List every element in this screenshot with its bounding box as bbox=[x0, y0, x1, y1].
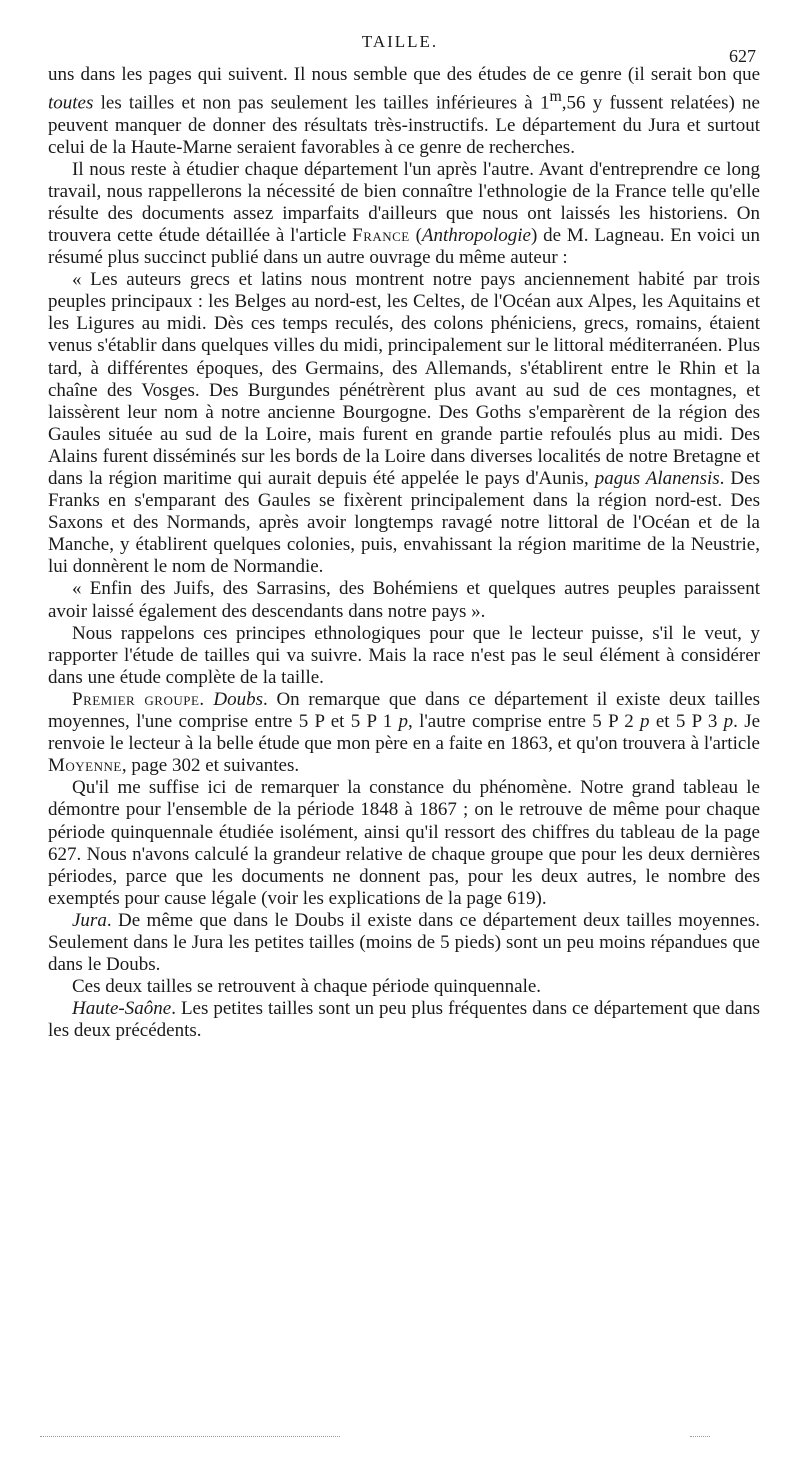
paragraph-p9 bbox=[48, 976, 760, 998]
running-title: TAILLE. bbox=[361, 32, 439, 51]
text-run: et 5 P 3 bbox=[649, 711, 724, 733]
paragraph-p4 bbox=[48, 578, 760, 622]
text-run: . On remarque que dans ce département il existe deux tailles moyennes, l'une comprise entre 5 P et 5 P 1 bbox=[48, 688, 761, 733]
text-run: ) de M. Lagneau. En voici un résumé plus succinct publié dans un autre ouvrage du même auteur : bbox=[48, 224, 761, 269]
paragraph-p7 bbox=[48, 777, 760, 910]
text-run: « Les auteurs grecs et latins nous montrent notre pays anciennement habité par trois peuples principaux : les Belges au nord-est, les Celtes, de l'Océan aux Alpes, les Aquitains et les Ligures au midi. Dès ces temps reculés, des colons phéniciens, grecs, romains, étaient venus s'établir dans quelques villes du midi, principalement sur le littoral méditerranéen. Plus tard, à différentes époques, des Germains, des Allemands, s'établirent entre le Rhin et la chaîne des Vosges. Des Burgundes pénétrèrent plus avant au sud de ces montagnes, et laissèrent leur nom à notre ancienne Bourgogne. Des Goths s'emparèrent de la région des Gaules située au sud de la Loire, mais furent en grande partie refoulés plus au midi. Des Alains furent disséminés sur les bords de la Loire dans diverses localités de notre Bretagne et dans la région maritime qui aurait depuis été appelée le pays d'Aunis, bbox=[48, 269, 760, 490]
text-run: ( bbox=[409, 224, 422, 246]
text-run: Ces deux tailles se retrouvent à chaque période quinquennale. bbox=[72, 976, 542, 998]
paragraph-p5 bbox=[48, 623, 760, 689]
footer-rule bbox=[40, 1436, 340, 1437]
text-run: . Des Franks en s'emparant des Gaules se fixèrent principalement dans la région nord-est. Des Saxons et des Normands, après avoir longtemps ravagé notre littoral de l'Océan et de la Manche, y établirent quelques colonies, puis, envahissant la région maritime de la Neustrie, lui donnèrent le nom de Normandie. bbox=[48, 468, 760, 578]
paragraph-p6 bbox=[48, 689, 760, 777]
running-head bbox=[0, 28, 800, 66]
smallcaps-run: France bbox=[352, 224, 410, 246]
smallcaps-run: Premier groupe. bbox=[72, 688, 205, 710]
page-number: 627 bbox=[729, 46, 756, 66]
italic-run: p bbox=[640, 711, 650, 733]
italic-run: pagus Alanensis bbox=[594, 468, 720, 490]
text-run: . De même que dans le Doubs il existe dans ce département deux tailles moyennes. Seulement dans le Jura les petites tailles (moins de 5 pieds) sont un peu moins répandues que dans le Doubs. bbox=[48, 909, 760, 976]
text-run: Nous rappelons ces principes ethnologiques pour que le lecteur puisse, s'il le veut, y rapporter l'étude de tailles qui va suivre. Mais la race n'est pas le seul élément à considérer dans une étude complète de la taille. bbox=[48, 622, 760, 688]
text-run: uns dans les pages qui suivent. Il nous semble que des études de ce genre (il serait bon que bbox=[48, 64, 760, 85]
paragraph-p10 bbox=[48, 998, 760, 1042]
body-text bbox=[48, 64, 760, 1042]
text-run: Il nous reste à étudier chaque département l'un après l'autre. Avant d'entreprendre ce long travail, nous rappellerons la nécessité de bien connaître l'ethnologie de la France telle qu'elle résulte des documents assez imparfaits d'ailleurs que nous ont laissés les historiens. On trouvera cette étude détaillée à l'article bbox=[48, 158, 760, 246]
paragraph-p8 bbox=[48, 910, 760, 976]
text-run: « Enfin des Juifs, des Sarrasins, des Bohémiens et quelques autres peuples paraissent avoir laissé également des descendants dans notre pays ». bbox=[48, 578, 760, 622]
italic-run: toutes bbox=[48, 92, 94, 114]
text-run: , l'autre comprise entre 5 P 2 bbox=[408, 711, 641, 733]
paragraph-p1 bbox=[48, 64, 760, 159]
text-run: . Les petites tailles sont un peu plus fréquentes dans ce département que dans les deux précédents. bbox=[48, 998, 760, 1042]
italic-run: Haute-Saône bbox=[72, 998, 172, 1020]
text-run: , page 302 et suivantes. bbox=[121, 755, 300, 777]
superscript-run: m bbox=[549, 88, 562, 106]
text-run: . Je renvoie le lecteur à la belle étude que mon père en a faite en 1863, et qu'on trouvera à l'article bbox=[48, 711, 761, 755]
italic-run: Doubs bbox=[213, 688, 263, 710]
footer-rule-right bbox=[690, 1436, 710, 1437]
text-run: les tailles et non pas seulement les tailles inférieures à 1 bbox=[93, 92, 550, 114]
italic-run: Jura bbox=[72, 909, 107, 931]
paragraph-p3 bbox=[48, 269, 760, 578]
text-run: ,56 y fussent relatées) ne peuvent manquer de donner des résultats très-instructifs. Le département du Jura et surtout celui de la Haute-Marne seraient favorables à ce genre de recherches. bbox=[48, 92, 760, 158]
italic-run: Anthropologie bbox=[421, 224, 531, 246]
paragraph-p2 bbox=[48, 159, 760, 269]
italic-run: p bbox=[723, 711, 734, 733]
text-run: Qu'il me suffise ici de remarquer la constance du phénomène. Notre grand tableau le démontre pour l'ensemble de la période 1848 à 1867 ; on le retrouve de même pour chaque période quinquennale étudiée isolément, ainsi qu'il ressort des chiffres du tableau de la page 627. Nous n'avons calculé la grandeur relative de chaque groupe que pour les deux dernières périodes, parce que les documents ne donnent pas, pour les deux autres, le nombre des exemptés pour cause légale (voir les explications de la page 619). bbox=[48, 777, 760, 909]
italic-run: p bbox=[398, 711, 409, 733]
smallcaps-run: Moyenne bbox=[48, 755, 122, 777]
